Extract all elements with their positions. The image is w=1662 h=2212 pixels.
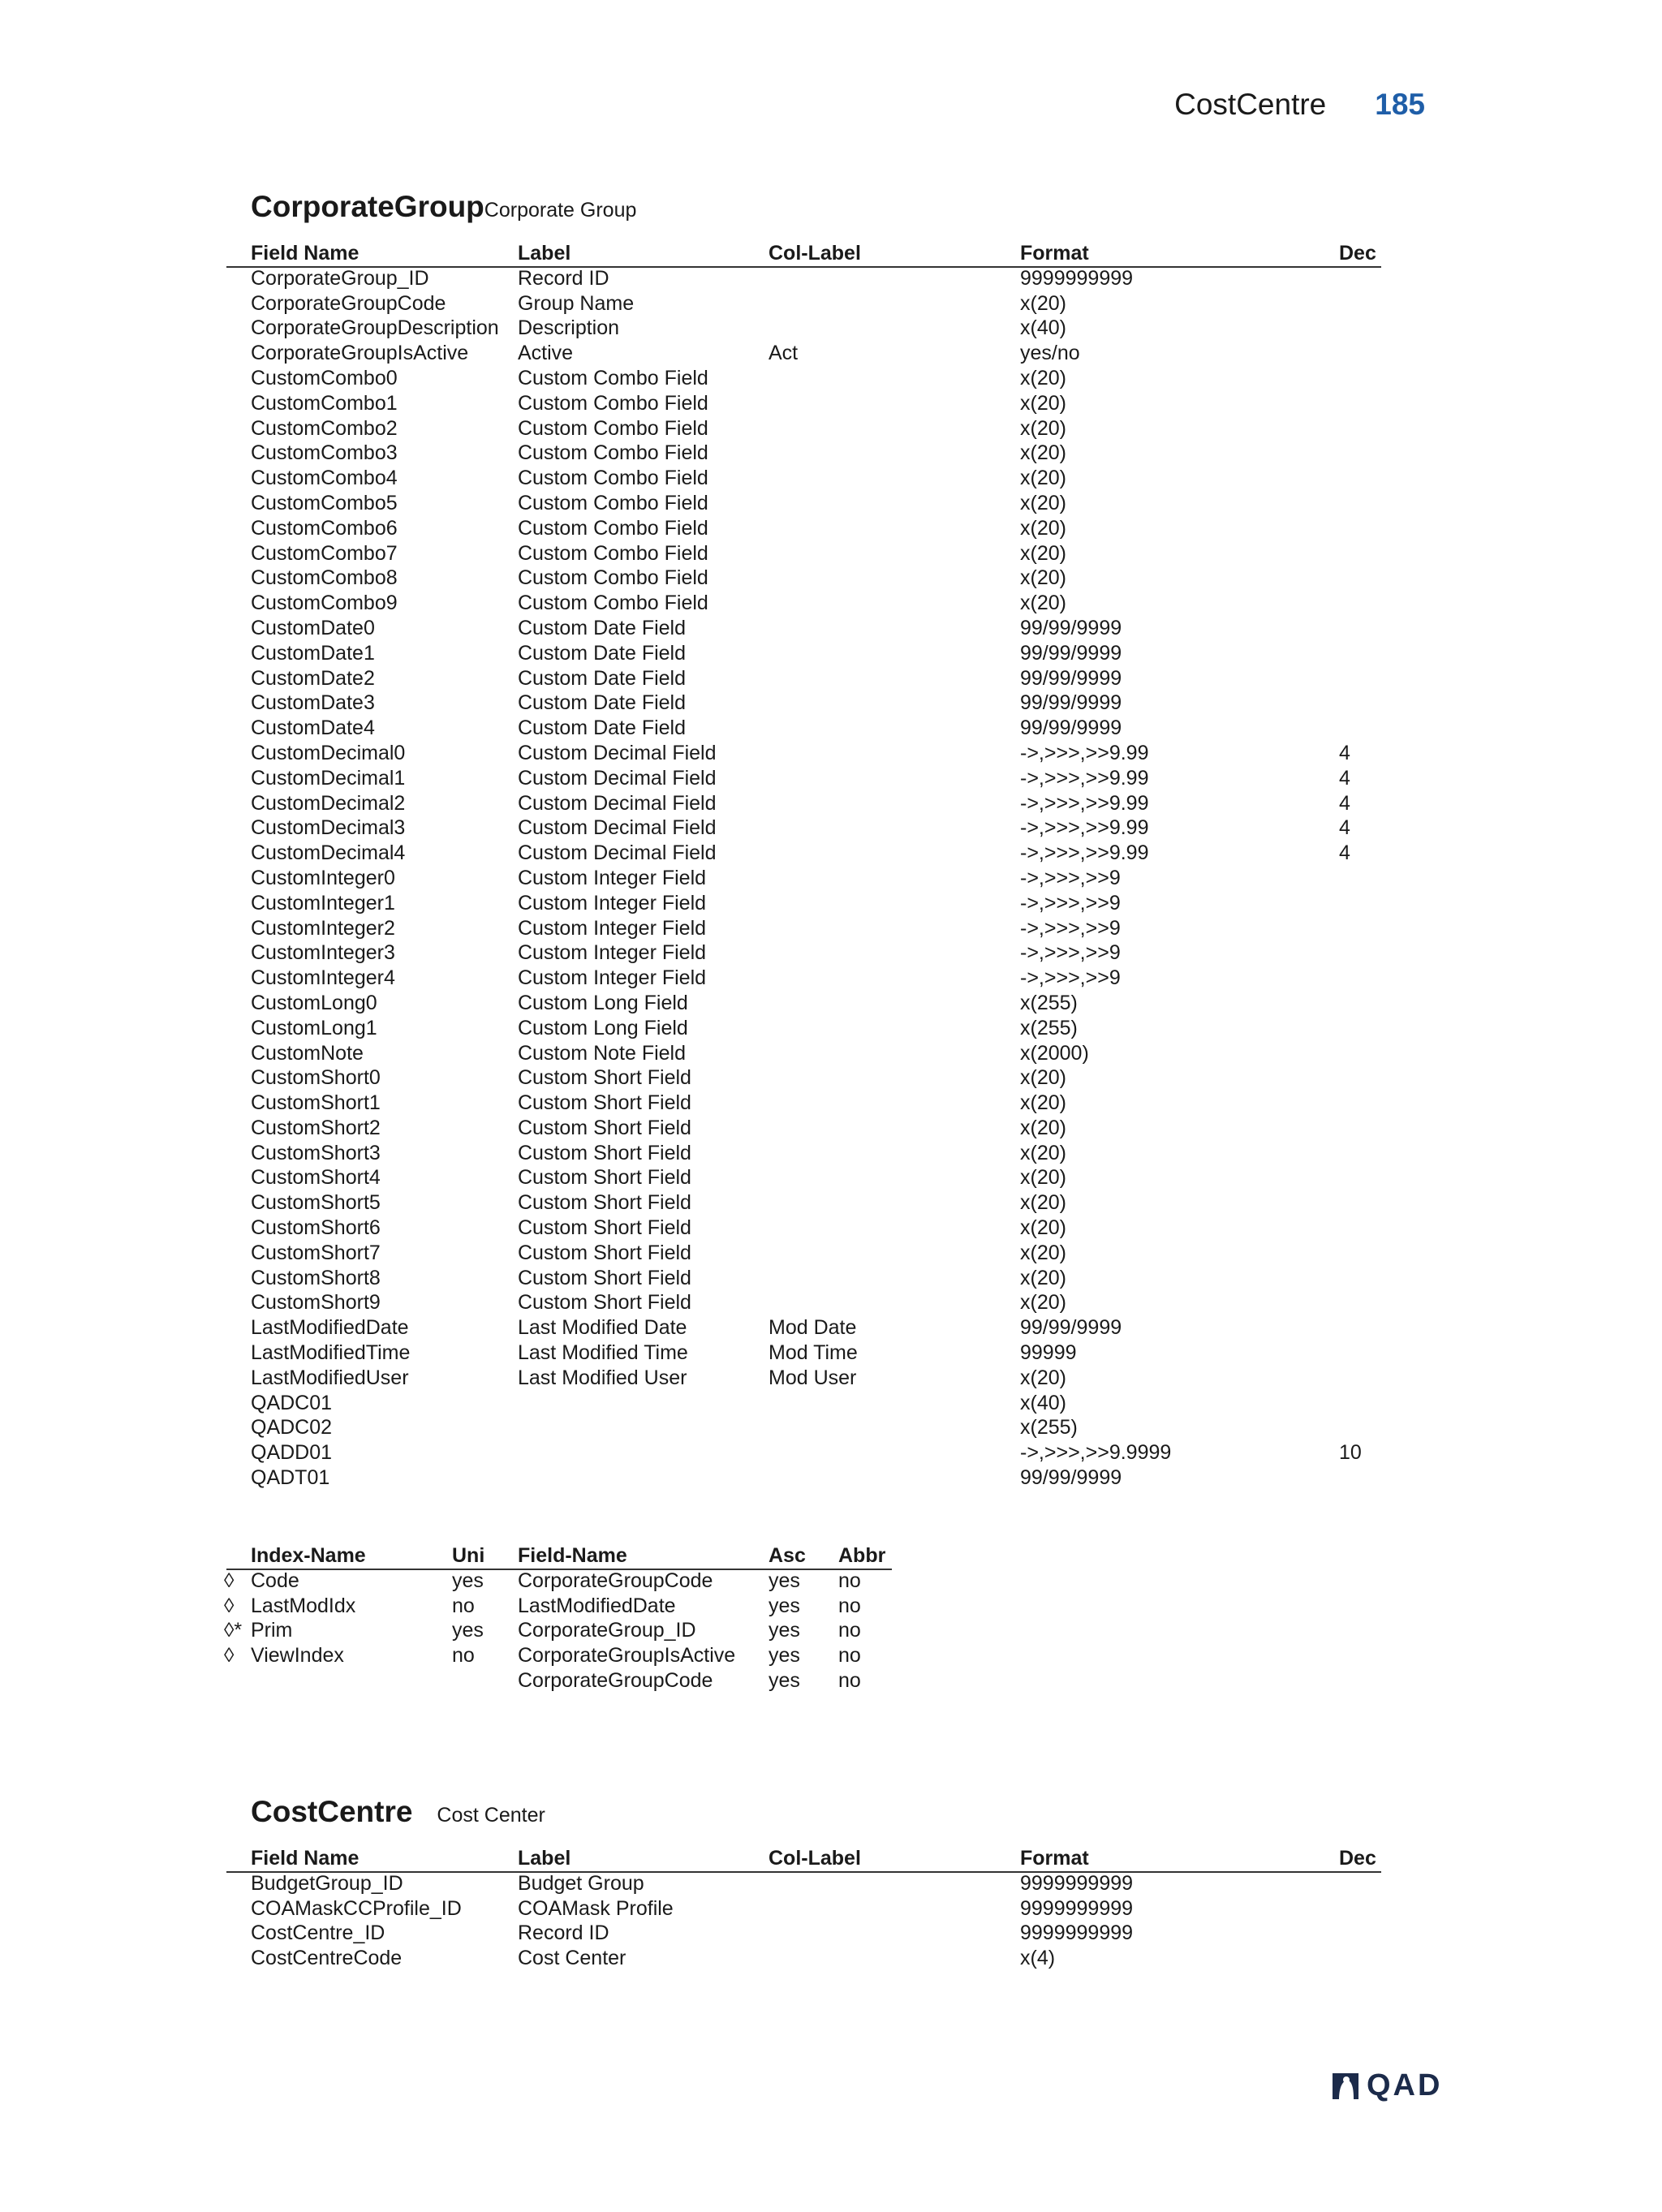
cell-format: x(20): [1020, 416, 1066, 440]
cell-uni: no: [452, 1594, 475, 1617]
table-row: [0, 1091, 1662, 1116]
cell-label: Custom Combo Field: [518, 467, 708, 490]
cell-abbr: no: [838, 1594, 861, 1617]
cell-format: x(40): [1020, 1391, 1066, 1414]
field-table-header: [0, 241, 1662, 266]
field-rows: [0, 1871, 1662, 1971]
cell-format: x(20): [1020, 1241, 1066, 1264]
table-row: [0, 316, 1662, 341]
cell-format: 9999999999: [1020, 1922, 1134, 1945]
cell-label: Custom Note Field: [518, 1041, 687, 1065]
cell-label: Custom Decimal Field: [518, 816, 717, 840]
cell-format: x(40): [1020, 316, 1066, 340]
cell-format: x(255): [1020, 1416, 1078, 1440]
table-description: Cost Center: [437, 1804, 545, 1827]
cell-format: x(20): [1020, 1066, 1066, 1090]
index-table-header: [0, 1543, 1662, 1569]
cell-abbr: no: [838, 1619, 861, 1642]
cell-field-name: CustomDate3: [251, 691, 375, 715]
table-row: [0, 791, 1662, 816]
table-row: [0, 1116, 1662, 1141]
cell-format: yes/no: [1020, 342, 1080, 365]
table-row: [0, 1643, 1662, 1668]
cell-field-name: CorporateGroupCode: [518, 1569, 713, 1592]
cell-dec: 10: [1339, 1441, 1362, 1465]
cell-format: x(255): [1020, 991, 1078, 1014]
table-row: [0, 1290, 1662, 1315]
cell-field-name: CustomCombo1: [251, 391, 398, 415]
cell-uni: yes: [452, 1619, 484, 1642]
cell-field-name: CustomShort8: [251, 1266, 381, 1289]
col-header-dec: Dec: [1339, 242, 1376, 265]
cell-col-label: Mod Date: [769, 1316, 857, 1340]
cell-asc: yes: [769, 1619, 800, 1642]
cell-label: Custom Integer Field: [518, 891, 707, 914]
col-header-format: Format: [1020, 242, 1089, 265]
cell-field-name: CustomShort2: [251, 1116, 381, 1139]
cell-label: Last Modified Date: [518, 1316, 687, 1340]
cell-field-name: CustomCombo8: [251, 566, 398, 590]
table-row: [0, 966, 1662, 991]
cell-label: Custom Combo Field: [518, 416, 708, 440]
cell-index-name: Prim: [251, 1619, 293, 1642]
cell-field-name: CustomNote: [251, 1041, 364, 1065]
table-row: [0, 666, 1662, 691]
cell-index-marker: ◊: [224, 1594, 235, 1617]
cell-format: ->,>>>,>>9.99: [1020, 816, 1149, 840]
cell-field-name: CustomInteger0: [251, 866, 395, 889]
cell-label: Custom Short Field: [518, 1216, 691, 1240]
cell-format: ->,>>>,>>9: [1020, 916, 1121, 940]
cell-dec: 4: [1339, 741, 1350, 764]
cell-format: ->,>>>,>>9.99: [1020, 791, 1149, 815]
cell-field-name: CorporateGroupCode: [251, 291, 446, 315]
table-row: [0, 516, 1662, 541]
cell-format: 99/99/9999: [1020, 1466, 1122, 1490]
col-header-format: Format: [1020, 1847, 1089, 1870]
table-row: [0, 1896, 1662, 1922]
cell-asc: yes: [769, 1569, 800, 1592]
qad-logo: [1329, 2068, 1442, 2103]
cell-label: Custom Short Field: [518, 1291, 691, 1315]
cell-label: Last Modified Time: [518, 1341, 688, 1365]
col-header-uni: Uni: [452, 1544, 485, 1567]
index-rows: [0, 1569, 1662, 1693]
cell-format: x(4): [1020, 1947, 1056, 1970]
cell-field-name: CustomShort5: [251, 1191, 381, 1215]
cell-format: x(20): [1020, 1291, 1066, 1315]
cell-label: Custom Date Field: [518, 691, 687, 715]
table-row: [0, 991, 1662, 1016]
cell-label: Custom Short Field: [518, 1116, 691, 1139]
cell-label: Record ID: [518, 1922, 609, 1945]
cell-format: x(20): [1020, 441, 1066, 465]
cell-label: Custom Date Field: [518, 641, 687, 665]
cell-field-name: CustomCombo9: [251, 592, 398, 615]
qad-logo-icon: [1329, 2072, 1362, 2101]
cell-field-name: LastModifiedUser: [251, 1366, 409, 1389]
cell-field-name: CustomCombo5: [251, 491, 398, 514]
cell-label: Active: [518, 342, 574, 365]
cell-field-name: LastModifiedDate: [518, 1594, 676, 1617]
cell-field-name: CustomDate2: [251, 666, 375, 690]
cell-format: x(20): [1020, 1216, 1066, 1240]
cell-format: 99/99/9999: [1020, 666, 1122, 690]
cell-field-name: CustomCombo7: [251, 541, 398, 565]
cell-field-name: QADD01: [251, 1441, 333, 1465]
cell-abbr: no: [838, 1668, 861, 1692]
cell-index-marker: ◊: [224, 1644, 235, 1668]
table-row: [0, 466, 1662, 491]
cell-uni: no: [452, 1644, 475, 1668]
col-header-field-name: Field Name: [251, 1847, 360, 1870]
table-row: [0, 416, 1662, 441]
table-row: [0, 1569, 1662, 1594]
cell-field-name: CustomDecimal2: [251, 791, 406, 815]
table-row: [0, 1871, 1662, 1896]
field-table-cost-centre: [0, 1846, 1662, 1971]
cell-label: Custom Long Field: [518, 1016, 688, 1039]
cell-format: 99/99/9999: [1020, 1316, 1122, 1340]
cell-format: x(20): [1020, 1141, 1066, 1164]
cell-field-name: CorporateGroupIsActive: [518, 1644, 736, 1668]
cell-asc: yes: [769, 1668, 800, 1692]
cell-index-name: ViewIndex: [251, 1644, 344, 1668]
cell-label: Custom Decimal Field: [518, 741, 717, 764]
cell-field-name: CustomShort9: [251, 1291, 381, 1315]
cell-field-name: CustomInteger3: [251, 941, 395, 965]
table-row: [0, 1440, 1662, 1465]
cell-format: x(20): [1020, 1191, 1066, 1215]
cell-label: Custom Short Field: [518, 1066, 691, 1090]
table-row: [0, 616, 1662, 641]
cell-format: x(20): [1020, 1366, 1066, 1389]
table-row: [0, 691, 1662, 716]
logo-text: QAD: [1367, 2068, 1443, 2102]
cell-field-name: CustomCombo3: [251, 441, 398, 465]
cell-format: x(20): [1020, 1091, 1066, 1115]
table-row: [0, 940, 1662, 966]
cell-format: x(20): [1020, 541, 1066, 565]
cell-label: Custom Short Field: [518, 1266, 691, 1289]
table-row: [0, 266, 1662, 291]
cell-format: ->,>>>,>>9: [1020, 866, 1121, 889]
cell-format: x(20): [1020, 291, 1066, 315]
cell-index-marker: ◊*: [224, 1619, 243, 1642]
cell-asc: yes: [769, 1594, 800, 1617]
cell-label: Custom Decimal Field: [518, 766, 717, 790]
cell-field-name: CustomDate1: [251, 641, 375, 665]
cell-uni: yes: [452, 1569, 484, 1592]
cell-field-name: CorporateGroupCode: [518, 1668, 713, 1692]
cell-field-name: CustomCombo4: [251, 467, 398, 490]
cell-label: Cost Center: [518, 1947, 626, 1970]
cell-label: Custom Integer Field: [518, 966, 707, 990]
cell-field-name: CustomDate0: [251, 616, 375, 639]
table-row: [0, 1391, 1662, 1416]
cell-label: Custom Combo Field: [518, 541, 708, 565]
cell-label: Group Name: [518, 291, 635, 315]
cell-label: Custom Combo Field: [518, 566, 708, 590]
cell-field-name: CustomShort0: [251, 1066, 381, 1090]
cell-field-name: CustomLong0: [251, 991, 377, 1014]
cell-field-name: CustomDecimal4: [251, 841, 406, 865]
col-header-col-label: Col-Label: [769, 242, 861, 265]
cell-field-name: BudgetGroup_ID: [251, 1871, 403, 1895]
cell-label: Custom Short Field: [518, 1166, 691, 1190]
cell-label: Custom Decimal Field: [518, 841, 717, 865]
cell-field-name: COAMaskCCProfile_ID: [251, 1896, 462, 1920]
field-rows: [0, 266, 1662, 1491]
cell-format: x(20): [1020, 467, 1066, 490]
cell-dec: 4: [1339, 791, 1350, 815]
cell-abbr: no: [838, 1569, 861, 1592]
cell-dec: 4: [1339, 841, 1350, 865]
table-row: [0, 841, 1662, 866]
cell-format: ->,>>>,>>9: [1020, 941, 1121, 965]
cell-format: 99/99/9999: [1020, 717, 1122, 740]
cell-label: Custom Combo Field: [518, 441, 708, 465]
cell-field-name: LastModifiedTime: [251, 1341, 411, 1365]
cell-field-name: CorporateGroupDescription: [251, 316, 499, 340]
cell-format: x(20): [1020, 516, 1066, 540]
table-row: [0, 541, 1662, 566]
cell-field-name: QADC02: [251, 1416, 333, 1440]
cell-label: Record ID: [518, 266, 609, 290]
cell-format: x(2000): [1020, 1041, 1089, 1065]
cell-label: Custom Integer Field: [518, 916, 707, 940]
index-table-corporate-group: [0, 1543, 1662, 1693]
cell-format: 9999999999: [1020, 1896, 1134, 1920]
table-row: [0, 1341, 1662, 1366]
cell-label: Custom Combo Field: [518, 592, 708, 615]
cell-label: Custom Date Field: [518, 666, 687, 690]
table-description: Corporate Group: [484, 199, 637, 222]
col-header-dec: Dec: [1339, 1847, 1376, 1870]
table-row: [0, 816, 1662, 841]
cell-label: Custom Date Field: [518, 616, 687, 639]
cell-format: 99999: [1020, 1341, 1077, 1365]
cell-field-name: CustomShort7: [251, 1241, 381, 1264]
cell-format: x(20): [1020, 592, 1066, 615]
table-row: [0, 716, 1662, 741]
cell-label: Custom Combo Field: [518, 391, 708, 415]
col-header-field-name: Field Name: [251, 242, 360, 265]
table-row: [0, 291, 1662, 316]
cell-label: Budget Group: [518, 1871, 644, 1895]
table-row: [0, 441, 1662, 466]
col-header-label: Label: [518, 1847, 571, 1870]
cell-col-label: Mod User: [769, 1366, 857, 1389]
cell-index-marker: ◊: [224, 1569, 235, 1592]
table-row: [0, 1594, 1662, 1619]
table-row: [0, 591, 1662, 616]
cell-label: Custom Combo Field: [518, 491, 708, 514]
table-name: CorporateGroup: [251, 190, 484, 223]
cell-format: x(20): [1020, 566, 1066, 590]
cell-field-name: CostCentreCode: [251, 1947, 403, 1970]
table-row: [0, 891, 1662, 916]
table-row: [0, 391, 1662, 416]
table-row: [0, 1165, 1662, 1190]
cell-field-name: CorporateGroup_ID: [251, 266, 429, 290]
table-row: [0, 1618, 1662, 1643]
cell-field-name: CustomDecimal1: [251, 766, 406, 790]
table-row: [0, 1266, 1662, 1291]
cell-col-label: Mod Time: [769, 1341, 858, 1365]
table-title-corporate-group: [251, 190, 636, 224]
cell-format: 99/99/9999: [1020, 616, 1122, 639]
cell-format: ->,>>>,>>9.99: [1020, 766, 1149, 790]
cell-field-name: CorporateGroupIsActive: [251, 342, 469, 365]
cell-label: COAMask Profile: [518, 1896, 674, 1920]
cell-field-name: CustomLong1: [251, 1016, 377, 1039]
table-row: [0, 1366, 1662, 1391]
cell-field-name: LastModifiedDate: [251, 1316, 409, 1340]
cell-label: Custom Long Field: [518, 991, 688, 1014]
table-row: [0, 1065, 1662, 1091]
cell-label: Last Modified User: [518, 1366, 687, 1389]
table-row: [0, 641, 1662, 666]
cell-abbr: no: [838, 1644, 861, 1668]
table-row: [0, 916, 1662, 941]
cell-field-name: CustomShort4: [251, 1166, 381, 1190]
table-row: [0, 566, 1662, 591]
cell-asc: yes: [769, 1644, 800, 1668]
cell-format: x(20): [1020, 1266, 1066, 1289]
table-row: [0, 1016, 1662, 1041]
cell-format: x(20): [1020, 1116, 1066, 1139]
cell-label: Custom Integer Field: [518, 941, 707, 965]
col-header-asc: Asc: [769, 1544, 806, 1567]
cell-field-name: QADC01: [251, 1391, 333, 1414]
cell-label: Custom Decimal Field: [518, 791, 717, 815]
cell-label: Custom Short Field: [518, 1191, 691, 1215]
section-title: CostCentre: [1174, 88, 1327, 121]
cell-format: ->,>>>,>>9.99: [1020, 841, 1149, 865]
cell-label: Custom Date Field: [518, 717, 687, 740]
table-title-cost-centre: [251, 1795, 545, 1829]
col-header-index-name: Index-Name: [251, 1544, 366, 1567]
cell-field-name: CustomInteger4: [251, 966, 395, 990]
cell-format: ->,>>>,>>9: [1020, 891, 1121, 914]
table-row: [0, 1921, 1662, 1946]
cell-label: Description: [518, 316, 620, 340]
table-row: [0, 1141, 1662, 1166]
cell-field-name: CostCentre_ID: [251, 1922, 385, 1945]
field-table-header: [0, 1846, 1662, 1871]
field-table-corporate-group: [0, 241, 1662, 1491]
table-row: [0, 1241, 1662, 1266]
col-header-abbr: Abbr: [838, 1544, 886, 1567]
cell-format: 99/99/9999: [1020, 691, 1122, 715]
cell-dec: 4: [1339, 766, 1350, 790]
cell-col-label: Act: [769, 342, 799, 365]
cell-label: Custom Integer Field: [518, 866, 707, 889]
table-row: [0, 741, 1662, 766]
cell-index-name: Code: [251, 1569, 299, 1592]
col-header-label: Label: [518, 242, 571, 265]
cell-label: Custom Short Field: [518, 1241, 691, 1264]
table-row: [0, 1041, 1662, 1066]
cell-format: x(20): [1020, 491, 1066, 514]
table-row: [0, 1216, 1662, 1241]
table-name: CostCentre: [251, 1795, 413, 1828]
table-row: [0, 1190, 1662, 1216]
table-row: [0, 766, 1662, 791]
cell-field-name: CustomCombo6: [251, 516, 398, 540]
col-header-col-label: Col-Label: [769, 1847, 861, 1870]
cell-format: ->,>>>,>>9: [1020, 966, 1121, 990]
table-row: [0, 341, 1662, 366]
cell-format: 9999999999: [1020, 266, 1134, 290]
cell-label: Custom Combo Field: [518, 516, 708, 540]
cell-format: x(20): [1020, 1166, 1066, 1190]
table-row: [0, 366, 1662, 391]
cell-label: Custom Short Field: [518, 1091, 691, 1115]
cell-field-name: CustomShort3: [251, 1141, 381, 1164]
cell-format: 99/99/9999: [1020, 641, 1122, 665]
cell-field-name: CustomDecimal0: [251, 741, 406, 764]
table-row: [0, 1946, 1662, 1971]
cell-format: x(255): [1020, 1016, 1078, 1039]
cell-dec: 4: [1339, 816, 1350, 840]
cell-format: x(20): [1020, 391, 1066, 415]
table-row: [0, 1315, 1662, 1341]
table-row: [0, 1668, 1662, 1693]
cell-format: x(20): [1020, 366, 1066, 389]
cell-field-name: CustomInteger1: [251, 891, 395, 914]
cell-label: Custom Combo Field: [518, 366, 708, 389]
cell-field-name: QADT01: [251, 1466, 330, 1490]
page-header: [1174, 88, 1425, 130]
cell-format: 9999999999: [1020, 1871, 1134, 1895]
cell-field-name: CustomShort1: [251, 1091, 381, 1115]
cell-format: ->,>>>,>>9.9999: [1020, 1441, 1172, 1465]
table-row: [0, 1465, 1662, 1491]
cell-field-name: CustomCombo0: [251, 366, 398, 389]
col-header-field-name: Field-Name: [518, 1544, 627, 1567]
cell-field-name: CustomDate4: [251, 717, 375, 740]
cell-field-name: CustomDecimal3: [251, 816, 406, 840]
table-row: [0, 1415, 1662, 1440]
cell-format: ->,>>>,>>9.99: [1020, 741, 1149, 764]
cell-field-name: CustomCombo2: [251, 416, 398, 440]
cell-field-name: CustomInteger2: [251, 916, 395, 940]
table-row: [0, 491, 1662, 516]
cell-label: Custom Short Field: [518, 1141, 691, 1164]
page-number: 185: [1375, 88, 1425, 121]
table-row: [0, 866, 1662, 891]
cell-field-name: CorporateGroup_ID: [518, 1619, 696, 1642]
cell-index-name: LastModIdx: [251, 1594, 356, 1617]
cell-field-name: CustomShort6: [251, 1216, 381, 1240]
